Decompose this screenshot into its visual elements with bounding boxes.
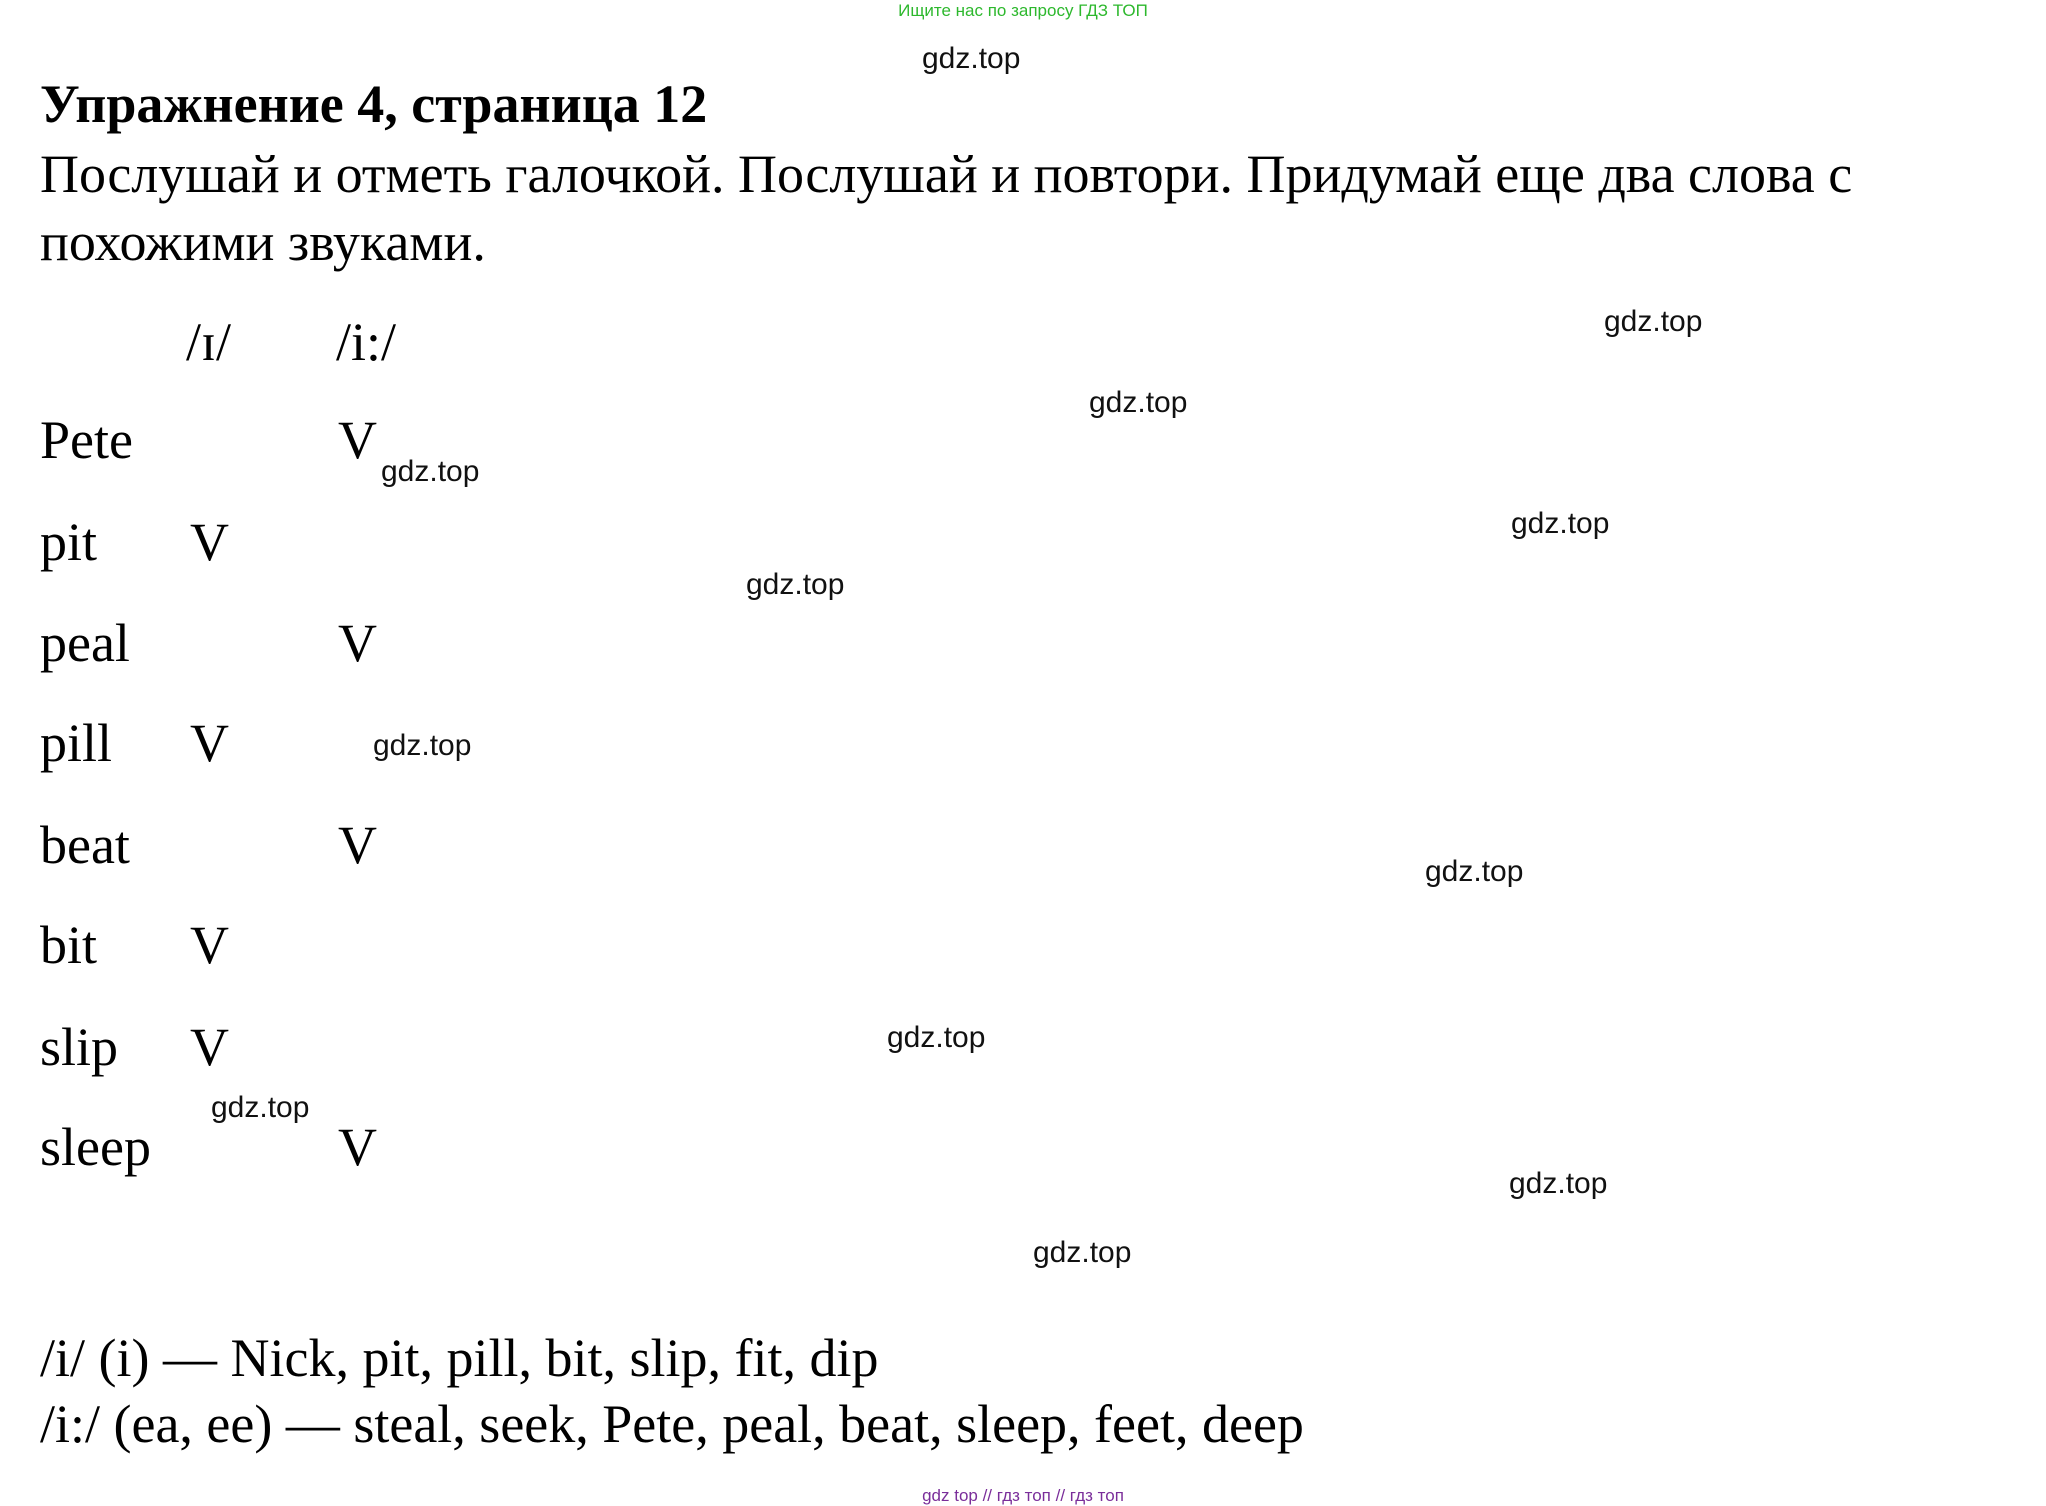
check-mark: V [190,713,229,773]
watermark: gdz.top [922,42,1021,75]
check-mark: V [190,512,229,572]
top-banner[interactable]: Ищите нас по запросу ГДЗ ТОП [898,1,1148,20]
answer-long-i: /i:/ (ea, ee) — steal, seek, Pete, peal, beat, sleep, feet, deep [40,1394,1304,1454]
check-mark: V [190,1017,229,1077]
watermark: gdz.top [373,729,472,762]
watermark: gdz.top [887,1021,986,1054]
header-short-i: /ɪ/ [186,312,232,372]
check-mark: V [190,915,229,975]
bottom-banner[interactable]: gdz top // гдз топ // гдз топ [922,1486,1124,1505]
watermark: gdz.top [1509,1167,1608,1200]
word-pete: Pete [40,410,133,470]
word-pit: pit [40,512,98,572]
watermark: gdz.top [1511,507,1610,540]
watermark: gdz.top [1089,386,1188,419]
watermark: gdz.top [1604,305,1703,338]
check-mark: V [338,815,377,875]
word-sleep: sleep [40,1117,151,1177]
watermark: gdz.top [211,1091,310,1124]
check-mark: V [338,410,377,470]
watermark: gdz.top [1033,1236,1132,1269]
check-mark: V [338,613,377,673]
header-long-i: /i:/ [336,312,397,372]
exercise-title: Упражнение 4, страница 12 [40,74,708,134]
word-slip: slip [40,1017,119,1077]
check-mark: V [338,1117,377,1177]
watermark: gdz.top [1425,855,1524,888]
exercise-instruction: Послушай и отметь галочкой. Послушай и повтори. Придумай еще два слова с похожими звуками. [40,144,1853,272]
word-pill: pill [40,713,113,773]
word-beat: beat [40,815,130,875]
watermark: gdz.top [381,455,480,488]
answer-short-i: /i/ (i) — Nick, pit, pill, bit, slip, fit, dip [40,1328,879,1388]
watermark: gdz.top [746,568,845,601]
word-peal: peal [40,613,130,673]
word-bit: bit [40,915,98,975]
